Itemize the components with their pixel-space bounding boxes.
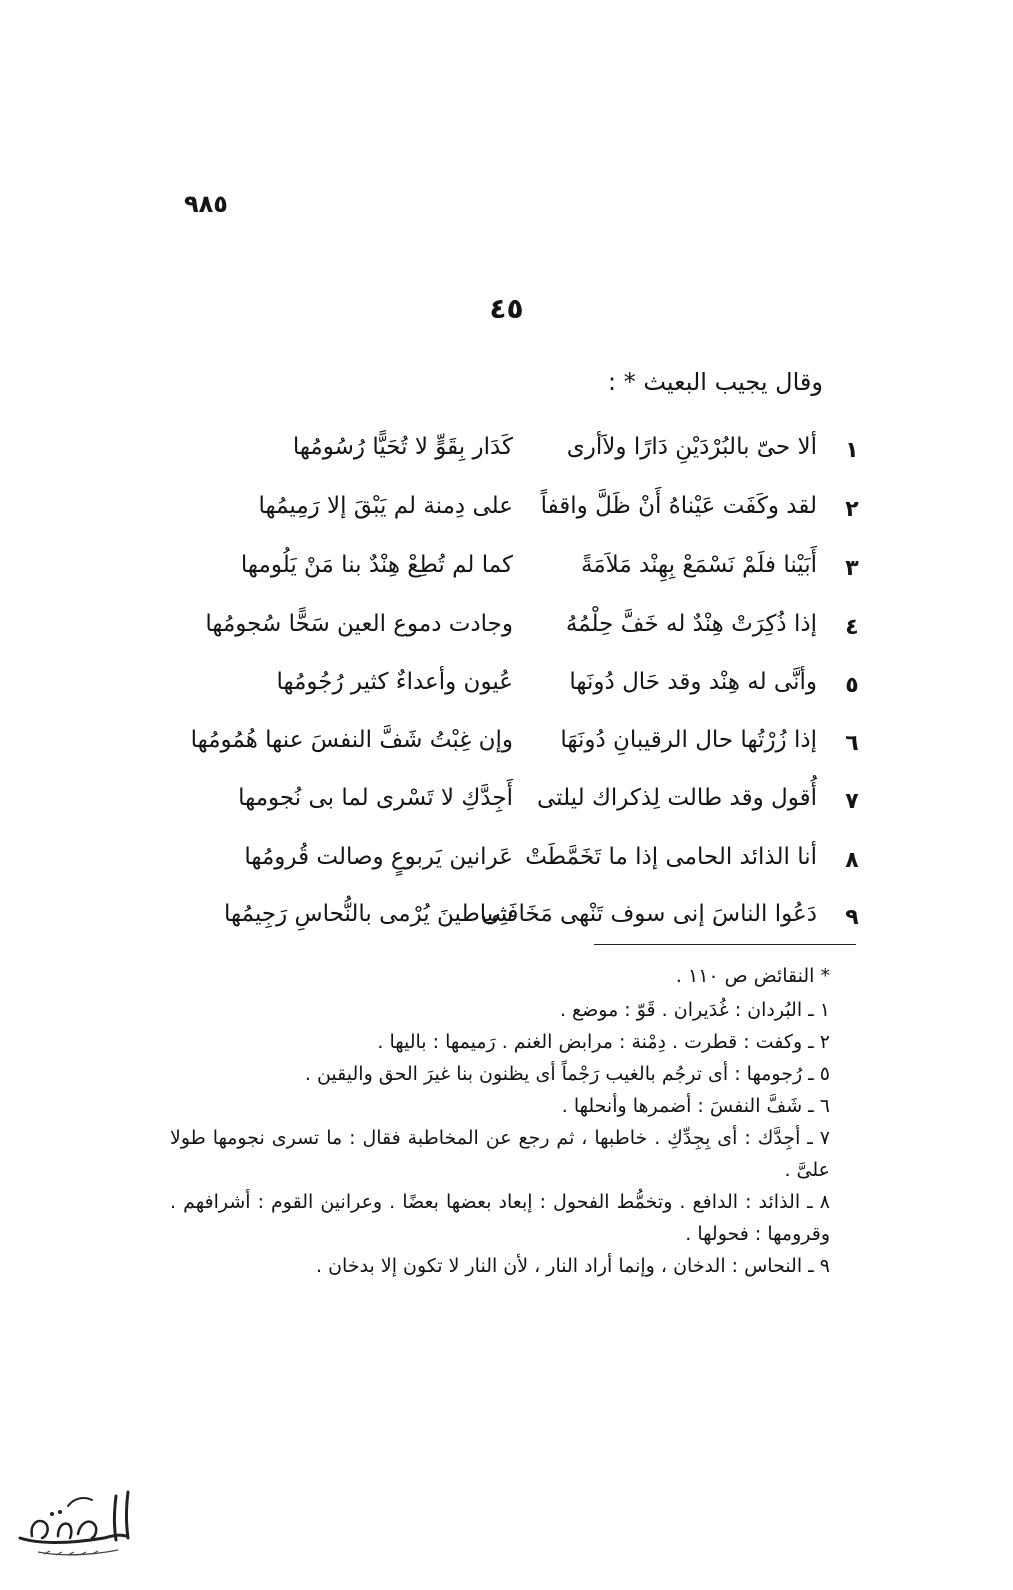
verse-row: [0, 836, 1013, 886]
verse-row: [0, 485, 1013, 535]
verse-number: ٨: [845, 848, 859, 873]
verse-row: [0, 777, 1013, 827]
first-hemistich: أنا الذائد الحامى إذا ما تَخَمَّطَتْ: [525, 844, 817, 870]
footnote: ٧ ـ أجِدَّك : أى بِجِدِّكِ . خاطبها ، ثم رجع عن المخاطبة فقال : ما تسرى نجومها طولا علىَّ .: [170, 1127, 830, 1181]
poem-number: ٤٥: [489, 292, 524, 325]
footnotes: [170, 960, 830, 1282]
second-hemistich: وجادت دموع العين سَحًّا سُجومُها: [205, 611, 513, 637]
footnote: ٨ ـ الذائد : الدافع . وتخمُّط الفحول : إبعاد بعضها بعضًا . وعرانين القوم : أشرافهم . وقرومها : فحولها .: [170, 1191, 830, 1245]
verse-number: ٢: [845, 497, 859, 522]
first-hemistich: إذا ذُكِرَتْ هِنْدٌ له خَفَّ حِلْمُهُ: [565, 611, 817, 637]
second-hemistich: شياطينَ يُرْمى بالنُّحاسِ رَجِيمُها: [224, 901, 513, 927]
first-hemistich: لقد وكَفَت عَيْناهُ أَنْ ظَلَّ واقفاً: [540, 493, 817, 519]
second-hemistich: عُيون وأعداءٌ كثير رُجُومُها: [276, 669, 513, 695]
second-hemistich: أَجِدَّكِ لا تَسْرى لما بى نُجومها: [238, 785, 513, 811]
verse-row: [0, 426, 1013, 476]
second-hemistich: كما لم تُطِعْ هِنْدٌ بنا مَنْ يَلُومها: [240, 552, 513, 578]
first-hemistich: دَعُوا الناسَ إنى سوف تَنْهى مَخَافَتِى: [481, 901, 817, 927]
footnote: ٢ ـ وكفت : قطرت . دِمْنة : مرابض الغنم . رَميمها : باليها .: [377, 1031, 830, 1053]
footnote-divider: [594, 944, 856, 945]
footnote: ٥ ـ رُجومها : أى ترجُم بالغيب رَجْماً أى يظنون بنا غيرَ الحق واليقين .: [304, 1063, 830, 1085]
page-number: ٩٨٥: [184, 190, 228, 218]
verse-row: [0, 893, 1013, 943]
footnote: ٦ ـ شَفَّ النفسَ : أضمرها وأنحلها .: [561, 1095, 830, 1117]
verse-number: ٤: [845, 615, 859, 640]
footnote: ١ ـ البُردان : غُدَيران . قَوّ : موضع .: [559, 999, 830, 1021]
first-hemistich: إذا زُرْتُها حال الرقيبانِ دُونَهَا: [560, 727, 817, 753]
first-hemistich: وأنَّى له هِنْد وقد حَال دُونَها: [569, 669, 817, 695]
first-hemistich: أُقول وقد طالت لِذكراك ليلتى: [536, 785, 817, 811]
verse-row: [0, 603, 1013, 653]
first-hemistich: ألا حىّ بالبُرْدَيْنِ دَارًا ولاَأرى: [566, 434, 817, 460]
footnote-source: * النقائض ص ١١٠ .: [675, 965, 830, 987]
verse-number: ٥: [845, 673, 859, 698]
verse-number: ١: [845, 438, 859, 463]
verse-number: ٧: [845, 789, 859, 814]
second-hemistich: كَدَار بِقَوٍّ لا تُحَيًّا رُسُومُها: [292, 434, 513, 460]
second-hemistich: على دِمنة لم يَبْقَ إلا رَمِيمُها: [258, 493, 513, 519]
second-hemistich: عَرانين يَربوعٍ وصالت قُرومُها: [244, 844, 513, 870]
calligraphy-watermark-logo: [8, 1478, 140, 1562]
verse-row: [0, 661, 1013, 711]
verse-row: [0, 544, 1013, 594]
verse-number: ٣: [845, 556, 859, 581]
footnote: ٩ ـ النحاس : الدخان ، وإنما أراد النار ، لأن النار لا تكون إلا بدخان .: [316, 1255, 830, 1277]
verse-number: ٩: [845, 905, 859, 930]
verse-number: ٦: [845, 731, 859, 756]
second-hemistich: وإن غِبْتُ شَفَّ النفسَ عنها هُمُومُها: [190, 727, 513, 753]
first-hemistich: أَبَيْنا فلَمْ نَسْمَعْ بِهِنْد مَلاَمَةً: [580, 552, 817, 578]
verse-row: [0, 719, 1013, 769]
poem-intro: وقال يجيب البعيث * :: [607, 368, 823, 396]
